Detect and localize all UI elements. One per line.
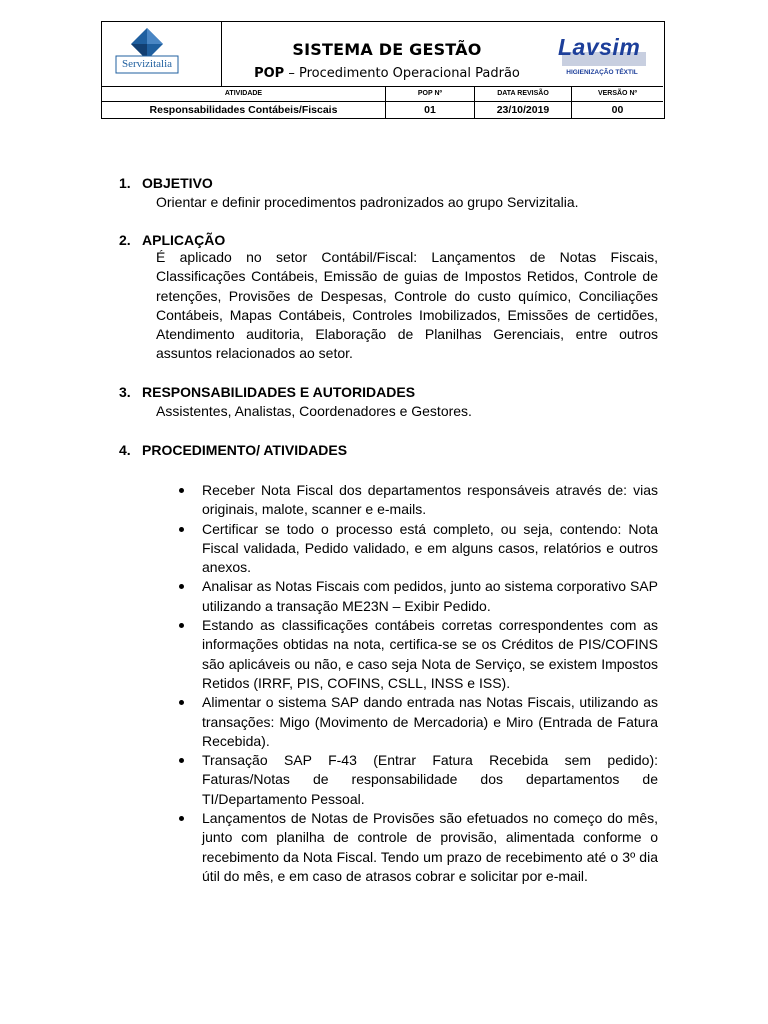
bullet-icon [179,488,184,493]
pop-label: POP [254,66,285,81]
bullet-icon [179,623,184,628]
system-title: SISTEMA DE GESTÃO [292,40,482,59]
section-responsabilidades-text: Assistentes, Analistas, Coordenadores e Gestores. [156,403,472,419]
section-objetivo-text: Orientar e definir procedimentos padronizados ao grupo Servizitalia. [156,194,579,210]
pop-subtitle [222,66,552,81]
label-versao: VERSÃO Nº [571,86,663,101]
section-procedimento-title: 4. PROCEDIMENTO/ ATIVIDADES [119,442,348,458]
lavsim-tagline: HIGIENIZAÇÃO TÊXTIL [566,69,638,76]
section-aplicacao-text: É aplicado no setor Contábil/Fiscal: Lançamentos de Notas Fiscais, Classificações Contábeis, Emissão de guias de Impostos Retidos, Controle de retenções, Provisões de Despesas, Controle do custo químico, Conciliações Contábeis, Mapas Contábeis, Controles Imobilizados, Emissões de certidões, Atendimento auditoria, Elaboração de Planilhas Gerenciais, entre outros assuntos relacionados ao setor. [156,249,658,362]
procedimento-bullet-list [176,481,658,886]
list-item: Lançamentos de Notas de Provisões são efetuados no começo do mês, junto com planilha de controle de provisão, alimentada conforme o recebimento da Nota Fiscal. Tendo um prazo de recebimento até o 3º dia útil do mês, e em caso de atrasos cobrar e solicitar por e-mail. [176,809,658,886]
bullet-icon [179,700,184,705]
label-pop: POP Nº [385,86,474,101]
list-item: Analisar as Notas Fiscais com pedidos, junto ao sistema corporativo SAP utilizando a transação ME23N – Exibir Pedido. [176,577,658,616]
list-item: Alimentar o sistema SAP dando entrada nas Notas Fiscais, utilizando as transações: Migo (Movimento de Mercadoria) e Miro (Entrada de Fatura Recebida). [176,693,658,751]
section-aplicacao-title: 2. APLICAÇÃO [119,232,226,248]
document-header [101,21,665,119]
bullet-icon [179,527,184,532]
list-item: Estando as classificações contábeis corretas correspondentes com as informações obtidas na nota, certifica-se se os Créditos de PIS/COFINS são aplicáveis ou não, e caso seja Nota de Serviço, se existem Impostos Retidos (IRRF, PIS, COFINS, CSLL, INSS e ISS). [176,616,658,693]
section-responsabilidades-title: 3. RESPONSABILIDADES E AUTORIDADES [119,384,416,400]
lavsim-logo [552,22,664,86]
list-item: Certificar se todo o processo está completo, ou seja, contendo: Nota Fiscal validada, Pedido validado, e em alguns casos, relatórios e outros anexos. [176,520,658,578]
list-item: Receber Nota Fiscal dos departamentos responsáveis através de: vias originais, malote, scanner e e-mails. [176,481,658,520]
bullet-icon [179,758,184,763]
bullet-icon [179,816,184,821]
value-versao: 00 [571,101,663,118]
value-data-revisao: 23/10/2019 [474,101,571,118]
header-title-block [222,22,552,86]
bullet-icon [179,584,184,589]
list-item: Transação SAP F-43 (Entrar Fatura Recebida sem pedido): Faturas/Notas de responsabilidade dos departamentos de TI/Departamento Pessoal. [176,751,658,809]
pop-subtitle-rest: – Procedimento Operacional Padrão [284,66,520,81]
value-atividade: Responsabilidades Contábeis/Fiscais [102,101,385,118]
servizitalia-logo [102,22,222,86]
section-objetivo-title: 1. OBJETIVO [119,175,213,191]
lavsim-logo-text: Lavsim [558,34,641,60]
label-data-revisao: DATA REVISÃO [474,86,571,101]
servizitalia-logo-text: Servizitalia [121,58,173,70]
label-atividade: ATIVIDADE [102,86,385,101]
servizitalia-diamond-icon [102,22,220,84]
value-pop: 01 [385,101,474,118]
